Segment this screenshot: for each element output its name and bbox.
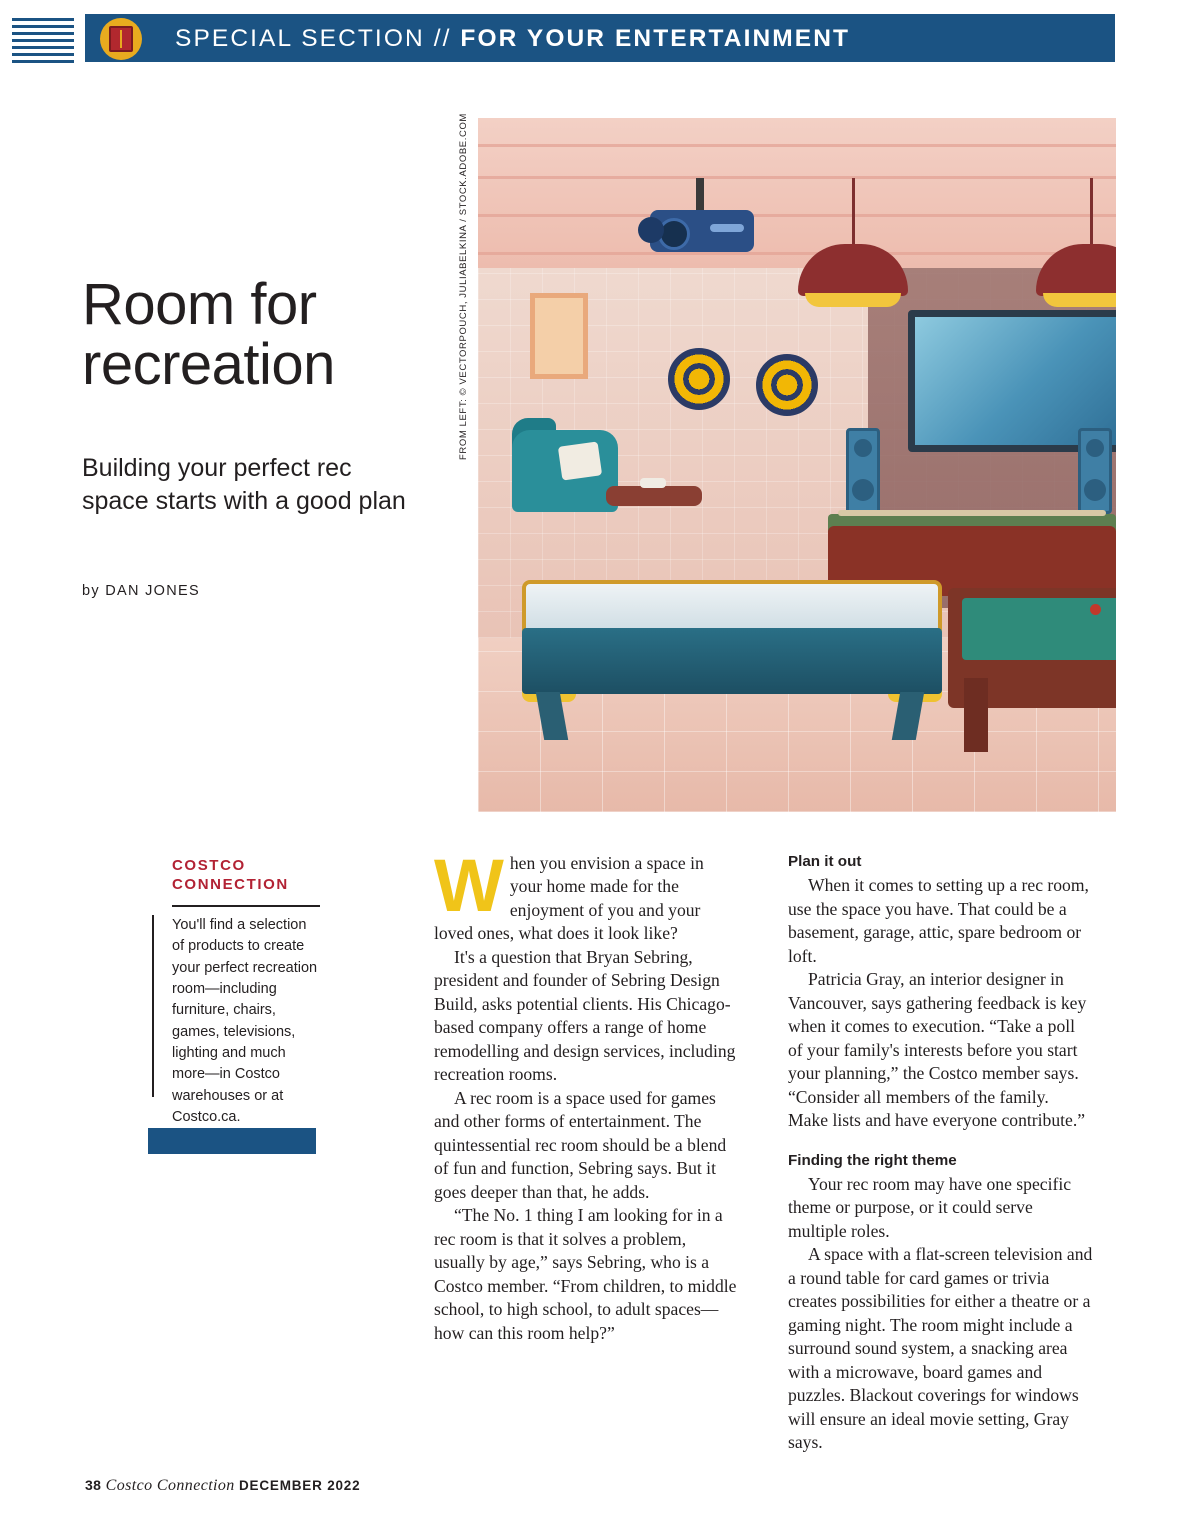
- wall-picture-frame: [530, 293, 588, 379]
- body-column-2: [788, 852, 1093, 1455]
- ceiling: [478, 118, 1116, 268]
- page-number: 38: [85, 1477, 102, 1493]
- ceiling-line: [478, 144, 1116, 147]
- sidebar-body-text: You'll find a selection of products to create your perfect recreation room—including furniture, chairs, games, televisions, lighting and much more—in Costco warehouses or at Costco.ca.: [172, 917, 318, 1125]
- sidebar-divider: [172, 905, 320, 907]
- publication-name: Costco Connection: [105, 1477, 235, 1494]
- body-column-1: [434, 844, 739, 1345]
- paragraph: It's a question that Bryan Sebring, president and founder of Sebring Design Build, asks potential clients. His Chicago-based company offers a range of home remodelling and design services, including recreation rooms.: [434, 946, 736, 1085]
- drop-cap: W: [434, 844, 504, 927]
- article-deck: Building your perfect rec space starts with a good plan: [82, 454, 406, 516]
- sidebar-side-rule: [152, 915, 154, 1097]
- speaker-left: [846, 428, 880, 514]
- subheading-plan-it-out: Plan it out: [788, 853, 862, 870]
- paragraph: A space with a flat-screen television and a round table for card games or trivia creates possibilities for either a theatre or a gaming night. The room might include a surround sound system, a snacking area with a microwave, board games and puzzles. Blackout coverings for windows will ensure an ideal movie setting, Gray says.: [788, 1244, 1093, 1453]
- paragraph: A rec room is a space used for games and other forms of entertainment. The quintessential rec room should be a blend of fun and function, Sebring says. But it goes deeper than that, he adds.: [434, 1087, 727, 1202]
- ceiling-line: [478, 214, 1116, 217]
- page-footer: [85, 1477, 360, 1495]
- issue-date: DECEMBER 2022: [238, 1478, 361, 1493]
- paragraph: Your rec room may have one specific theme or purpose, or it could serve multiple roles.: [788, 1173, 1072, 1241]
- dartboard-one: [668, 348, 730, 410]
- byline-prefix: by: [82, 583, 106, 599]
- section-title-main: FOR YOUR ENTERTAINMENT: [460, 25, 851, 52]
- foosball-rod: [838, 510, 1106, 516]
- ceiling-line: [478, 252, 1116, 255]
- photo-credit: FROM LEFT: © VECTORPOUCH, JULIABELKINA / STOCK.ADOBE.COM: [458, 113, 469, 460]
- projector-icon: [650, 210, 754, 252]
- ceiling-line: [478, 176, 1116, 179]
- sidebar-color-block: [148, 1128, 316, 1154]
- byline: [82, 583, 200, 599]
- section-title: [175, 25, 850, 53]
- stripes-decoration: [12, 18, 74, 60]
- dartboard-two: [756, 354, 818, 416]
- subheading-finding-the-right-theme: Finding the right theme: [788, 1151, 957, 1169]
- book-badge-icon: [100, 18, 142, 60]
- page-header: [0, 14, 1200, 62]
- mug: [640, 478, 666, 488]
- paragraph: “The No. 1 thing I am looking for in a rec room is that it solves a problem, usually by age,” says Sebring, who is a Costco member. “From children, to middle school, to high school, to adult spaces—how can this room help?”: [434, 1205, 737, 1343]
- paragraph: Patricia Gray, an interior designer in Vancouver, says gathering feedback is key when it comes to execution. “Take a poll of your family's interests before you start your planning,” the Costco member says. “Consider all members of the family. Make lists and have everyone contribute.”: [788, 969, 1087, 1131]
- pool-ball: [1090, 604, 1101, 615]
- air-hockey-body: [522, 628, 942, 694]
- lamp-glow: [805, 293, 901, 307]
- coffee-table: [606, 486, 702, 506]
- lamp-glow: [1043, 293, 1116, 307]
- lead-paragraph: hen you envision a space in your home made for the enjoyment of you and your loved ones, what does it look like?: [434, 853, 704, 944]
- pool-table-leg: [964, 678, 988, 752]
- speaker-right: [1078, 428, 1112, 514]
- cushion: [558, 441, 602, 480]
- article-illustration: [478, 118, 1116, 812]
- projector-mount: [696, 178, 704, 212]
- section-title-prefix: SPECIAL SECTION //: [175, 25, 461, 52]
- page-title: Room for recreation: [82, 272, 335, 397]
- sidebar-heading: COSTCO CONNECTION: [172, 857, 289, 893]
- byline-author: DAN JONES: [105, 583, 200, 599]
- paragraph: When it comes to setting up a rec room, use the space you have. That could be a basement, garage, attic, spare bedroom or loft.: [788, 875, 1089, 966]
